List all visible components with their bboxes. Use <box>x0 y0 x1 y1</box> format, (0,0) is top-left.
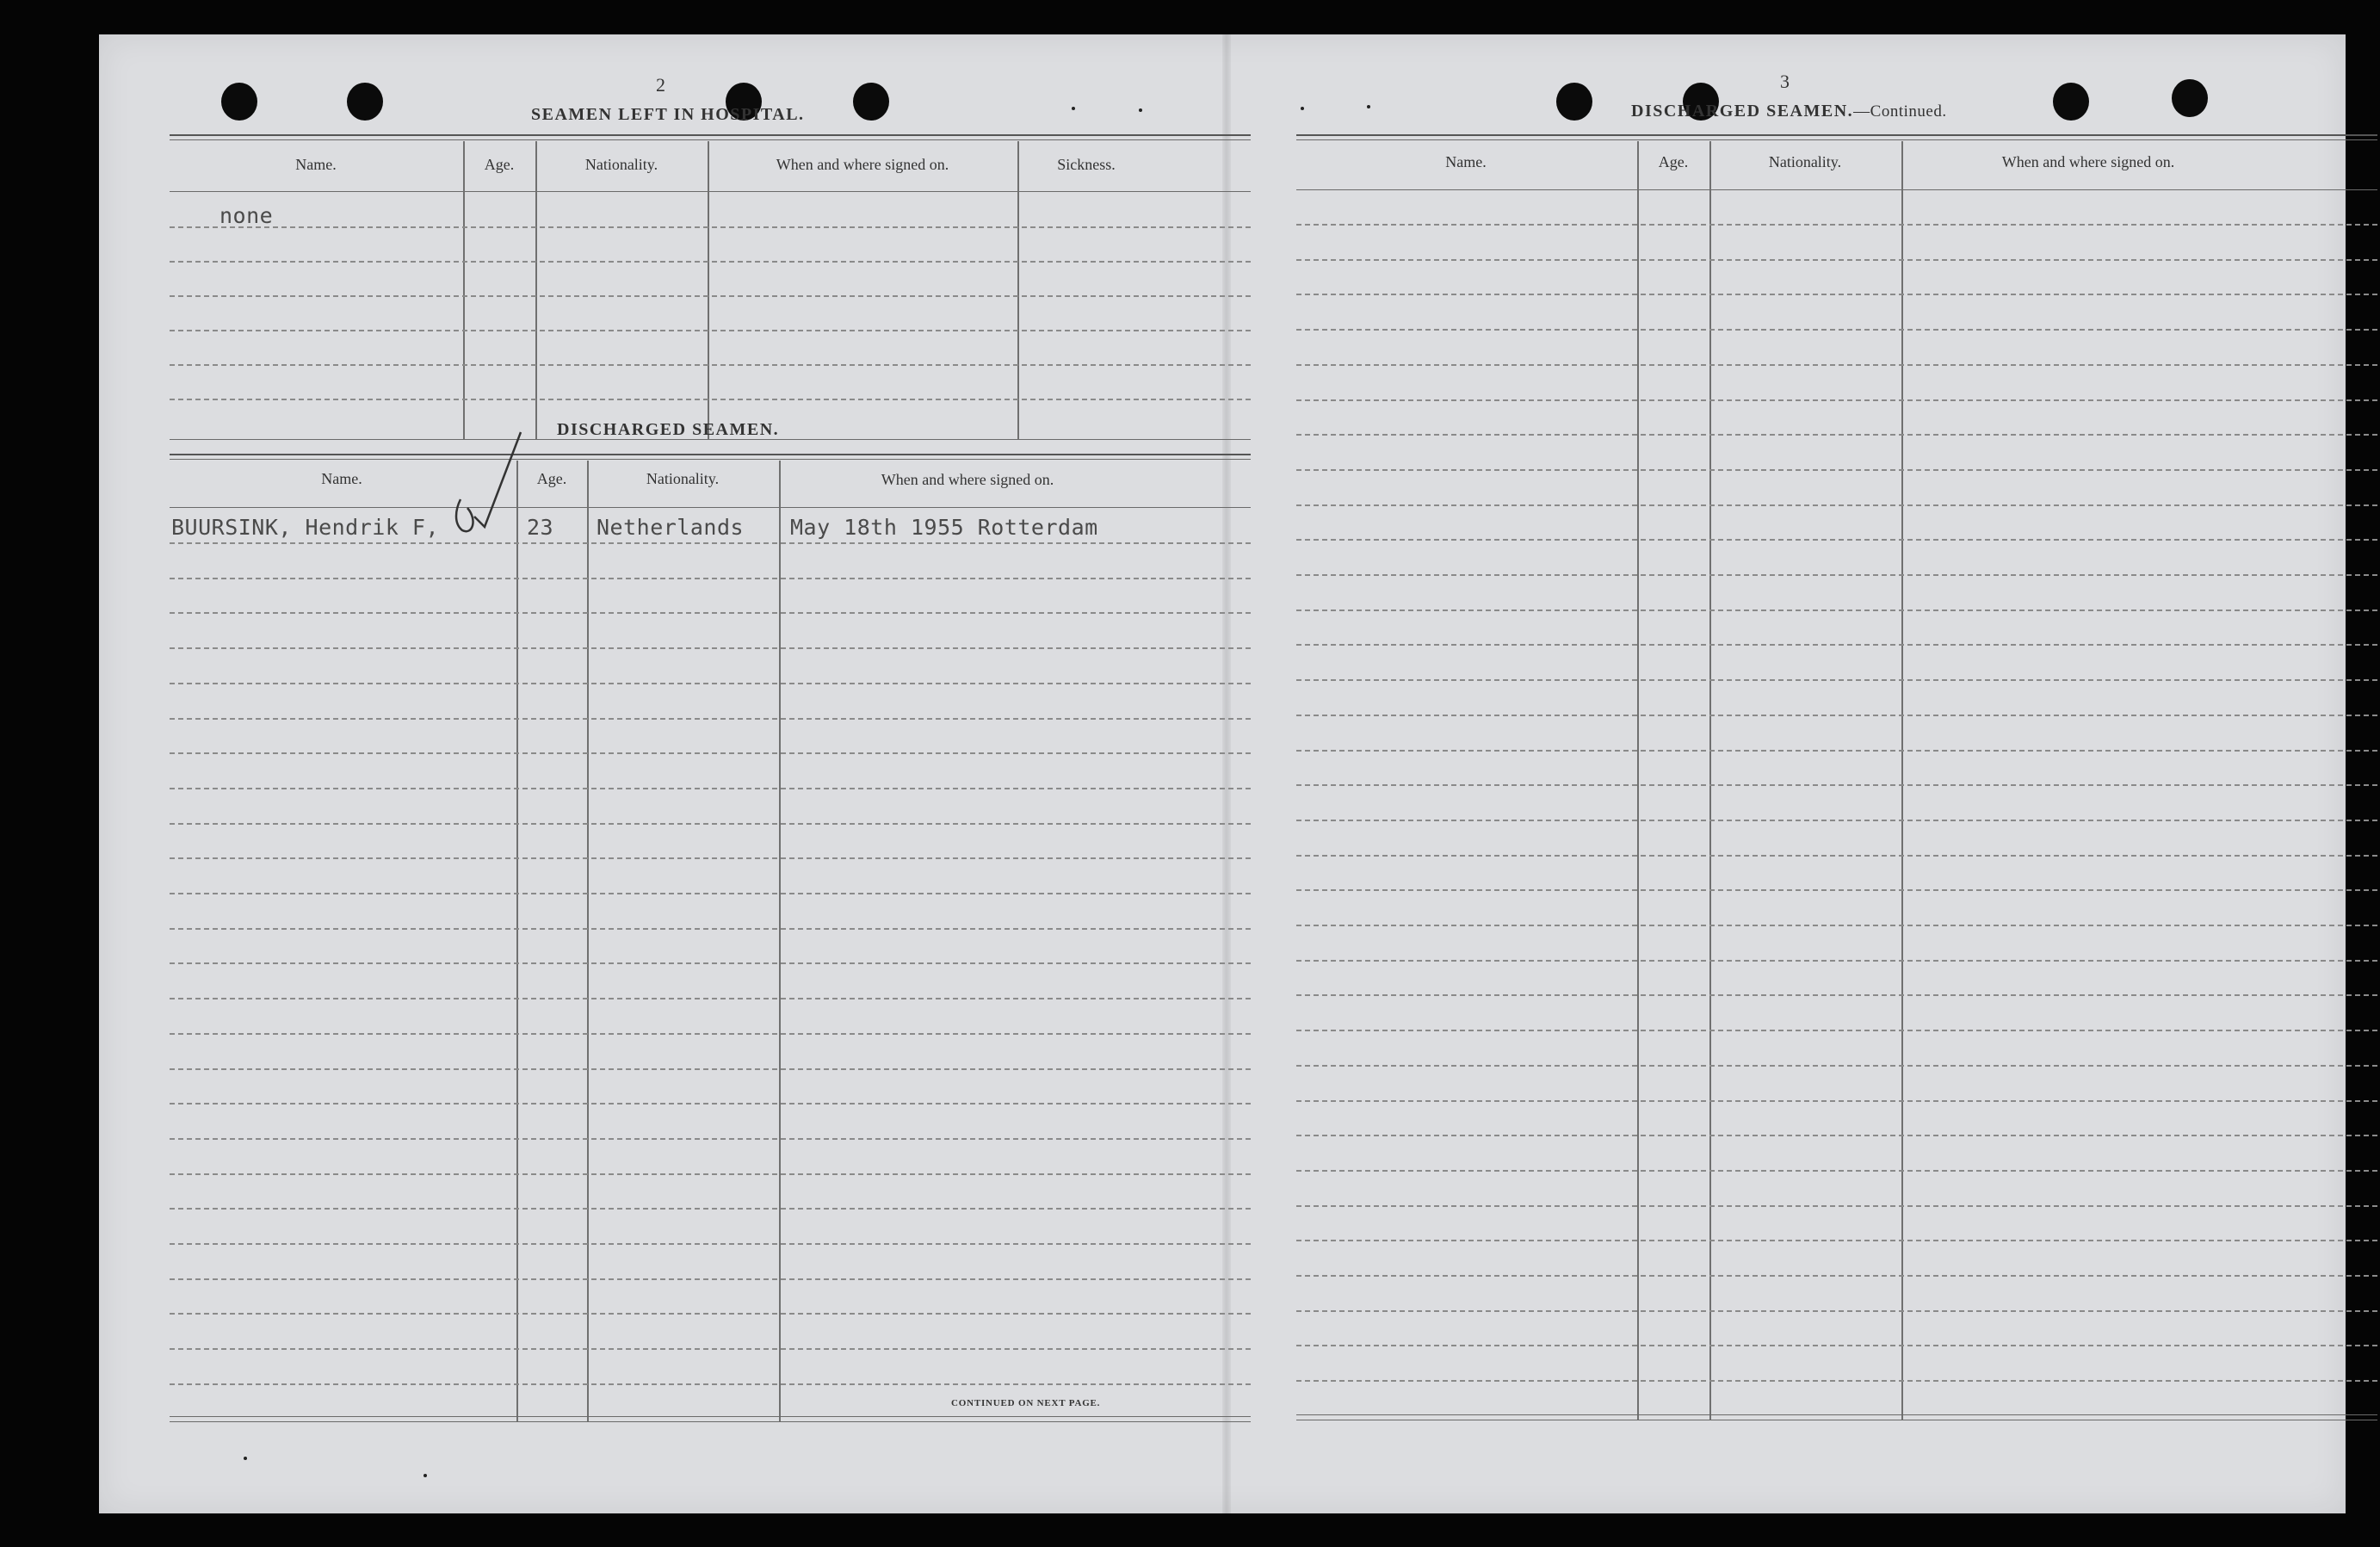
right-col-age: Age. <box>1658 153 1689 170</box>
punch-hole <box>2172 79 2208 117</box>
ruled-line <box>1296 364 2377 366</box>
discharged-col-signed-on: When and where signed on. <box>881 471 1054 488</box>
page-number-right: 3 <box>1780 71 1790 92</box>
continued-suffix: —Continued. <box>1853 102 1947 121</box>
ruled-line <box>1296 855 2377 857</box>
ruled-line <box>1296 469 2377 471</box>
ruled-line <box>1296 1240 2377 1241</box>
hospital-entry-line <box>170 295 1251 297</box>
discharged-section-title: DISCHARGED SEAMEN. <box>557 420 780 439</box>
ruled-line <box>1296 329 2377 331</box>
ruled-line <box>1296 1275 2377 1277</box>
punch-hole <box>347 83 383 121</box>
ruled-line <box>170 647 1251 649</box>
hospital-entry-line <box>170 364 1251 366</box>
ruled-line <box>170 1068 1251 1070</box>
hospital-col-nationality: Nationality. <box>584 156 658 173</box>
right-col-divider <box>1901 141 1903 1420</box>
ledger-sheet <box>99 34 2346 1513</box>
ruled-line <box>1296 925 2377 926</box>
ruled-line <box>170 683 1251 684</box>
hospital-top-rule-2 <box>170 139 1251 140</box>
hospital-entry-line <box>170 330 1251 331</box>
discharged-continued-title <box>1631 102 1947 121</box>
ruled-line <box>1296 750 2377 752</box>
dust-speck <box>244 1457 247 1460</box>
right-col-nationality: Nationality. <box>1768 153 1842 170</box>
handwritten-check-mark <box>443 430 538 560</box>
discharged-row-age: 23 <box>527 515 554 540</box>
right-col-name: Name. <box>1445 153 1487 170</box>
punch-hole <box>1556 83 1592 121</box>
discharged-col-divider <box>516 461 518 1421</box>
right-col-signed-on: When and where signed on. <box>2001 153 2175 170</box>
ruled-line <box>170 857 1251 859</box>
ruled-line <box>1296 960 2377 962</box>
ruled-line <box>1296 679 2377 681</box>
right-header-rule <box>1296 189 2377 190</box>
right-top-rule <box>1296 134 2377 136</box>
ruled-line <box>1296 889 2377 891</box>
dust-speck <box>1367 105 1370 108</box>
hospital-col-signed-on: When and where signed on. <box>776 156 949 173</box>
punch-hole <box>2053 83 2089 121</box>
ruled-line <box>1296 224 2377 226</box>
ruled-line <box>1296 574 2377 576</box>
ruled-line <box>1296 715 2377 716</box>
ruled-line <box>1296 434 2377 436</box>
hospital-entry-line <box>170 226 1251 228</box>
discharged-header-rule <box>170 507 1251 508</box>
discharged-bottom-rule-2 <box>170 1421 1251 1422</box>
ruled-line <box>1296 1100 2377 1102</box>
ruled-line <box>170 962 1251 964</box>
ruled-line <box>1296 504 2377 506</box>
ruled-line <box>170 1313 1251 1315</box>
hospital-entry-line <box>170 399 1251 400</box>
right-top-rule-2 <box>1296 139 2377 140</box>
ruled-line <box>1296 259 2377 261</box>
hospital-section-title: SEAMEN LEFT IN HOSPITAL. <box>531 105 805 124</box>
ruled-line <box>1296 1345 2377 1346</box>
ruled-line <box>170 1348 1251 1350</box>
discharged-col-nationality: Nationality. <box>646 470 720 487</box>
ruled-line <box>170 893 1251 894</box>
hospital-col-divider <box>708 141 709 439</box>
ruled-line <box>1296 294 2377 295</box>
hospital-entry-line <box>170 261 1251 263</box>
ruled-line <box>170 998 1251 999</box>
hospital-col-divider <box>463 141 465 439</box>
discharged-col-name: Name. <box>321 470 362 487</box>
ruled-line <box>170 1383 1251 1385</box>
hospital-col-name: Name. <box>295 156 337 173</box>
discharged-bottom-rule <box>170 1416 1251 1417</box>
dust-speck <box>423 1474 427 1477</box>
ruled-line <box>1296 1380 2377 1382</box>
hospital-top-rule <box>170 134 1251 136</box>
ruled-line <box>170 823 1251 825</box>
ruled-line <box>1296 784 2377 786</box>
ruled-line <box>170 1208 1251 1210</box>
ruled-line <box>1296 820 2377 821</box>
ruled-line <box>1296 644 2377 646</box>
hospital-col-divider <box>1017 141 1019 439</box>
right-col-divider <box>1637 141 1639 1420</box>
discharged-top-rule-2 <box>170 459 1251 460</box>
ruled-line <box>170 788 1251 789</box>
center-fold <box>1222 34 1231 1513</box>
ruled-line <box>170 1278 1251 1280</box>
ruled-line <box>1296 399 2377 401</box>
discharged-row-name: BUURSINK, Hendrik F, <box>171 515 440 540</box>
ruled-line <box>1296 994 2377 996</box>
ruled-line <box>170 1033 1251 1035</box>
ruled-line <box>170 1138 1251 1140</box>
ruled-line <box>1296 610 2377 611</box>
ruled-line <box>170 928 1251 930</box>
ruled-line <box>170 542 1251 544</box>
dust-speck <box>1301 107 1304 110</box>
hospital-col-divider <box>535 141 537 439</box>
discharged-row-nationality: Netherlands <box>597 515 745 540</box>
ruled-line <box>170 1103 1251 1105</box>
right-col-divider <box>1709 141 1711 1420</box>
page-number-left: 2 <box>656 74 665 96</box>
discharged-col-divider <box>587 461 589 1421</box>
punch-hole <box>853 83 889 121</box>
ruled-line <box>1296 1205 2377 1207</box>
discharged-col-age: Age. <box>536 470 567 487</box>
hospital-header-rule <box>170 191 1251 192</box>
discharged-top-rule <box>170 454 1251 455</box>
ruled-line <box>170 1173 1251 1175</box>
punch-hole <box>221 83 257 121</box>
ruled-line <box>1296 1030 2377 1031</box>
ruled-line <box>1296 1135 2377 1136</box>
discharged-row-signed-on: May 18th 1955 Rotterdam <box>790 515 1098 540</box>
ruled-line <box>170 578 1251 579</box>
hospital-col-sickness: Sickness. <box>1057 156 1116 173</box>
ruled-line <box>1296 1310 2377 1312</box>
ruled-line <box>1296 539 2377 541</box>
ruled-line <box>1296 1065 2377 1067</box>
ruled-line <box>170 752 1251 754</box>
dust-speck <box>1139 108 1142 112</box>
continued-footer: CONTINUED ON NEXT PAGE. <box>951 1398 1101 1408</box>
hospital-col-age: Age. <box>484 156 515 173</box>
dust-speck <box>1072 107 1075 110</box>
discharged-col-divider <box>779 461 781 1421</box>
hospital-entry-none: none <box>219 203 274 228</box>
ruled-line <box>1296 1170 2377 1172</box>
ruled-line <box>170 718 1251 720</box>
right-bottom-rule <box>1296 1414 2377 1415</box>
ruled-line <box>170 1243 1251 1245</box>
discharged-continued-title-text: DISCHARGED SEAMEN. <box>1631 102 1854 121</box>
ruled-line <box>170 612 1251 614</box>
